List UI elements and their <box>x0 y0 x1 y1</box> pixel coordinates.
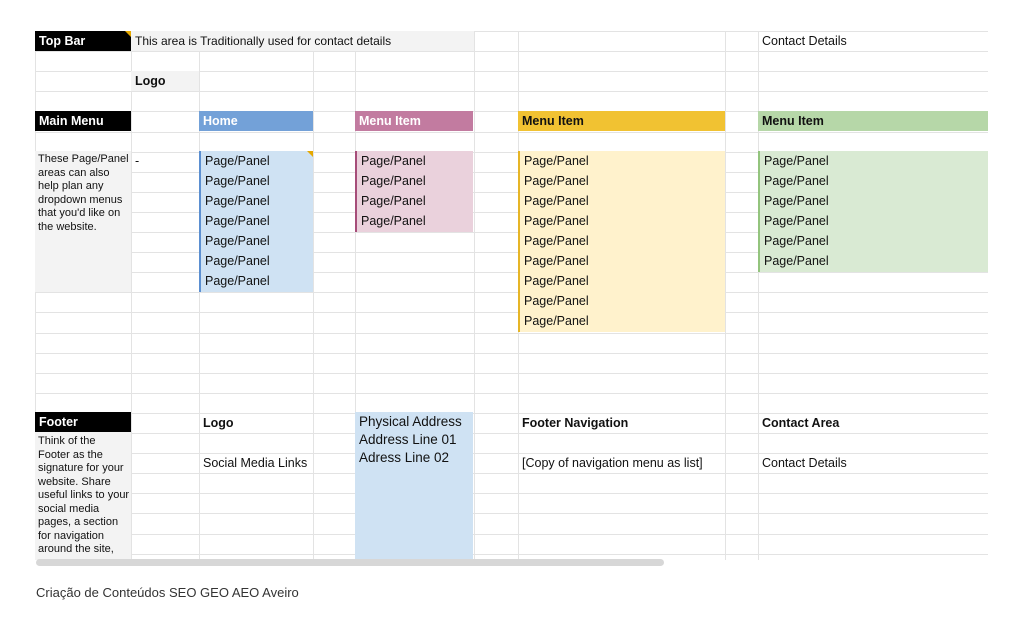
top-bar-contact[interactable]: Contact Details <box>762 34 847 48</box>
list-item[interactable]: Page/Panel <box>361 174 426 188</box>
list-item[interactable]: Page/Panel <box>764 194 829 208</box>
footer-contact-title[interactable]: Contact Area <box>762 416 840 430</box>
footer-address-line[interactable]: Physical Address <box>359 414 462 429</box>
list-item[interactable]: Page/Panel <box>361 154 426 168</box>
list-item[interactable]: Page/Panel <box>524 234 589 248</box>
gridline-horizontal <box>35 292 988 293</box>
main-menu-label[interactable]: Main Menu <box>35 111 131 131</box>
list-item[interactable]: Page/Panel <box>524 194 589 208</box>
gridline-horizontal <box>35 333 988 334</box>
list-item[interactable]: Page/Panel <box>764 154 829 168</box>
gridline-horizontal <box>35 272 988 273</box>
list-item[interactable]: Page/Panel <box>205 254 270 268</box>
list-item[interactable]: Page/Panel <box>524 174 589 188</box>
list-item[interactable]: Page/Panel <box>764 254 829 268</box>
gridline-horizontal <box>35 493 988 494</box>
gridline-horizontal <box>35 91 988 92</box>
gridline-horizontal <box>35 513 988 514</box>
gridline-horizontal <box>35 373 988 374</box>
footer-note[interactable]: Think of the Footer as the signature for your website. Share useful links to your social media pages, a section for navigation around the site, <box>38 435 130 555</box>
list-item[interactable]: Page/Panel <box>524 254 589 268</box>
gridline-horizontal <box>35 393 988 394</box>
main-menu-header-pink[interactable]: Menu Item <box>355 111 473 131</box>
list-item[interactable]: Page/Panel <box>205 174 270 188</box>
footer-address-line[interactable]: Adress Line 02 <box>359 450 450 465</box>
list-item[interactable]: Page/Panel <box>764 234 829 248</box>
top-bar-note[interactable]: This area is Traditionally used for contact details <box>135 34 392 48</box>
main-menu-header-green[interactable]: Menu Item <box>758 111 988 131</box>
footer-nav-title[interactable]: Footer Navigation <box>522 416 629 430</box>
gridline-horizontal <box>35 433 988 434</box>
list-item[interactable]: Page/Panel <box>205 214 270 228</box>
top-bar-label[interactable]: Top Bar <box>35 31 131 51</box>
list-item[interactable]: Page/Panel <box>205 234 270 248</box>
list-item[interactable]: Page/Panel <box>205 194 270 208</box>
list-item[interactable]: Page/Panel <box>524 214 589 228</box>
list-item[interactable]: Page/Panel <box>524 294 589 308</box>
footer-logo[interactable]: Logo <box>203 416 234 430</box>
main-menu-header-home[interactable]: Home <box>199 111 313 131</box>
footer-social-links[interactable]: Social Media Links <box>203 456 308 470</box>
list-item[interactable]: Page/Panel <box>764 174 829 188</box>
horizontal-scrollbar[interactable] <box>36 559 664 566</box>
list-item[interactable]: Page/Panel <box>205 154 270 168</box>
list-item[interactable]: Page/Panel <box>764 214 829 228</box>
list-item[interactable]: Page/Panel <box>524 314 589 328</box>
gridline-horizontal <box>35 51 988 52</box>
list-item[interactable]: Page/Panel <box>361 214 426 228</box>
footer-contact-text[interactable]: Contact Details <box>762 456 847 470</box>
image-caption: Criação de Conteúdos SEO GEO AEO Aveiro <box>36 585 299 600</box>
main-menu-header-yellow[interactable]: Menu Item <box>518 111 725 131</box>
list-item[interactable]: Page/Panel <box>205 274 270 288</box>
footer-address-line[interactable]: Address Line 01 <box>359 432 457 447</box>
gridline-horizontal <box>35 353 988 354</box>
list-item[interactable]: Page/Panel <box>524 274 589 288</box>
list-item[interactable]: Page/Panel <box>361 194 426 208</box>
gridline-horizontal <box>35 473 988 474</box>
main-menu-dash[interactable]: - <box>135 154 140 168</box>
gridline-horizontal <box>35 534 988 535</box>
logo-label[interactable]: Logo <box>135 74 166 88</box>
footer-label[interactable]: Footer <box>35 412 131 432</box>
gridline-horizontal <box>35 554 988 555</box>
gridline-horizontal <box>35 312 988 313</box>
footer-nav-text[interactable]: [Copy of navigation menu as list] <box>522 456 703 470</box>
list-item[interactable]: Page/Panel <box>524 154 589 168</box>
main-menu-note[interactable]: These Page/Panel areas can also help plan any dropdown menus that you'd like on the website. <box>38 153 129 233</box>
gridline-horizontal <box>35 132 988 133</box>
